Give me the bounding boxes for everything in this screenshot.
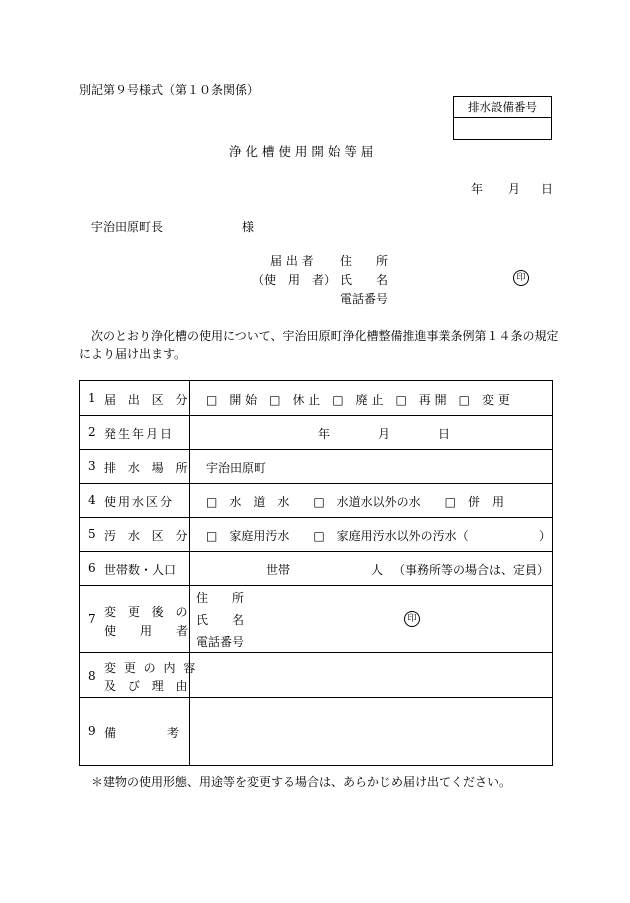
capacity-note: （事務所等の場合は、定員） — [393, 563, 550, 577]
row-label-line-1: 変 更 の 内 容 — [104, 661, 198, 675]
table-row — [80, 652, 552, 698]
row-label: 排 水 場 所 — [104, 461, 192, 475]
row-number: 2 — [88, 425, 96, 439]
sewage-type-options[interactable]: □ 家庭用汚水 □ 家庭用汚水以外の汚水（ — [206, 529, 469, 543]
water-type-options[interactable]: □ 水 道 水 □ 水道水以外の水 □ 併 用 — [206, 495, 505, 509]
change-details-field[interactable] — [190, 652, 552, 697]
row-label-b: 考 — [167, 726, 180, 740]
table-row — [80, 449, 552, 484]
new-user-phone-field[interactable]: 電話番号 — [196, 635, 245, 649]
table-row — [80, 551, 552, 586]
paren-close: ） — [539, 529, 552, 543]
row-label: 世帯数・人口 — [104, 563, 177, 577]
household-field[interactable]: 世帯 — [266, 563, 291, 577]
new-user-address-field[interactable]: 住 所 — [196, 591, 245, 605]
user-prefix: （使 用 者） — [252, 273, 337, 287]
remarks-field[interactable] — [190, 697, 552, 765]
drainage-number-label: 排水設備番号 — [454, 97, 551, 118]
persons-field[interactable]: 人 — [371, 563, 384, 577]
date-year: 年 — [471, 182, 484, 196]
row-number: 4 — [88, 493, 96, 507]
applicant-phone-label: 電話番号 — [340, 292, 389, 306]
row-label: 使用水区分 — [104, 495, 175, 509]
honorific: 様 — [242, 220, 255, 234]
row-number: 8 — [88, 669, 96, 683]
table-row — [80, 381, 552, 416]
form-title: 浄 化 槽 使 用 開 始 等 届 — [229, 144, 374, 159]
date-month: 月 — [508, 182, 521, 196]
seal-mark — [404, 611, 420, 627]
notification-type-options[interactable]: □ 開 始 □ 休 止 □ 廃 止 □ 再 開 □ 変 更 — [206, 393, 510, 407]
statement-line-1: 次のとおり浄化槽の使用について、宇治田原町浄化槽整備推進事業条例第１４条の規定 — [91, 329, 559, 343]
table-row — [80, 697, 552, 765]
row-label: 届 出 区 分 — [104, 393, 192, 407]
date-day: 日 — [541, 182, 554, 196]
row-label-line-2: 使 用 者 — [104, 624, 189, 638]
drainage-number-box — [453, 96, 552, 140]
row-number: 3 — [88, 459, 96, 473]
occurrence-date-field[interactable]: 年 月 日 — [318, 427, 451, 441]
row-number: 5 — [88, 527, 96, 541]
seal-mark — [513, 270, 529, 286]
row-label-line-2: 及 び 理 由 — [104, 679, 192, 693]
new-user-name-field[interactable]: 氏 名 — [196, 613, 245, 627]
drainage-location-field[interactable]: 宇治田原町 — [206, 461, 267, 475]
applicant-name-label: 氏 名 — [340, 273, 389, 287]
form-table — [79, 380, 553, 766]
row-number: 9 — [88, 724, 96, 738]
row-number: 1 — [88, 391, 96, 405]
row-number: 6 — [88, 561, 96, 575]
row-number: 7 — [88, 612, 96, 626]
form-reference: 別記第９号様式（第１０条関係） — [79, 83, 260, 97]
table-row — [80, 585, 552, 653]
row-label-line-1: 変 更 後 の — [104, 605, 192, 619]
seal-label: 印 — [516, 273, 526, 283]
table-row — [80, 483, 552, 518]
row-label-a: 備 — [104, 726, 117, 740]
table-row — [80, 517, 552, 552]
statement-line-2: により届け出ます。 — [79, 347, 187, 361]
applicant-prefix: 届 出 者 — [270, 254, 314, 268]
addressee: 宇治田原町長 — [91, 220, 164, 234]
row-label: 発生年月日 — [104, 427, 175, 441]
seal-label: 印 — [407, 614, 417, 624]
table-row — [80, 415, 552, 450]
applicant-address-label: 住 所 — [340, 254, 389, 268]
row-label: 汚 水 区 分 — [104, 529, 192, 543]
footnote: ＊建物の使用形態、用途等を変更する場合は、あらかじめ届け出てください。 — [91, 775, 512, 789]
